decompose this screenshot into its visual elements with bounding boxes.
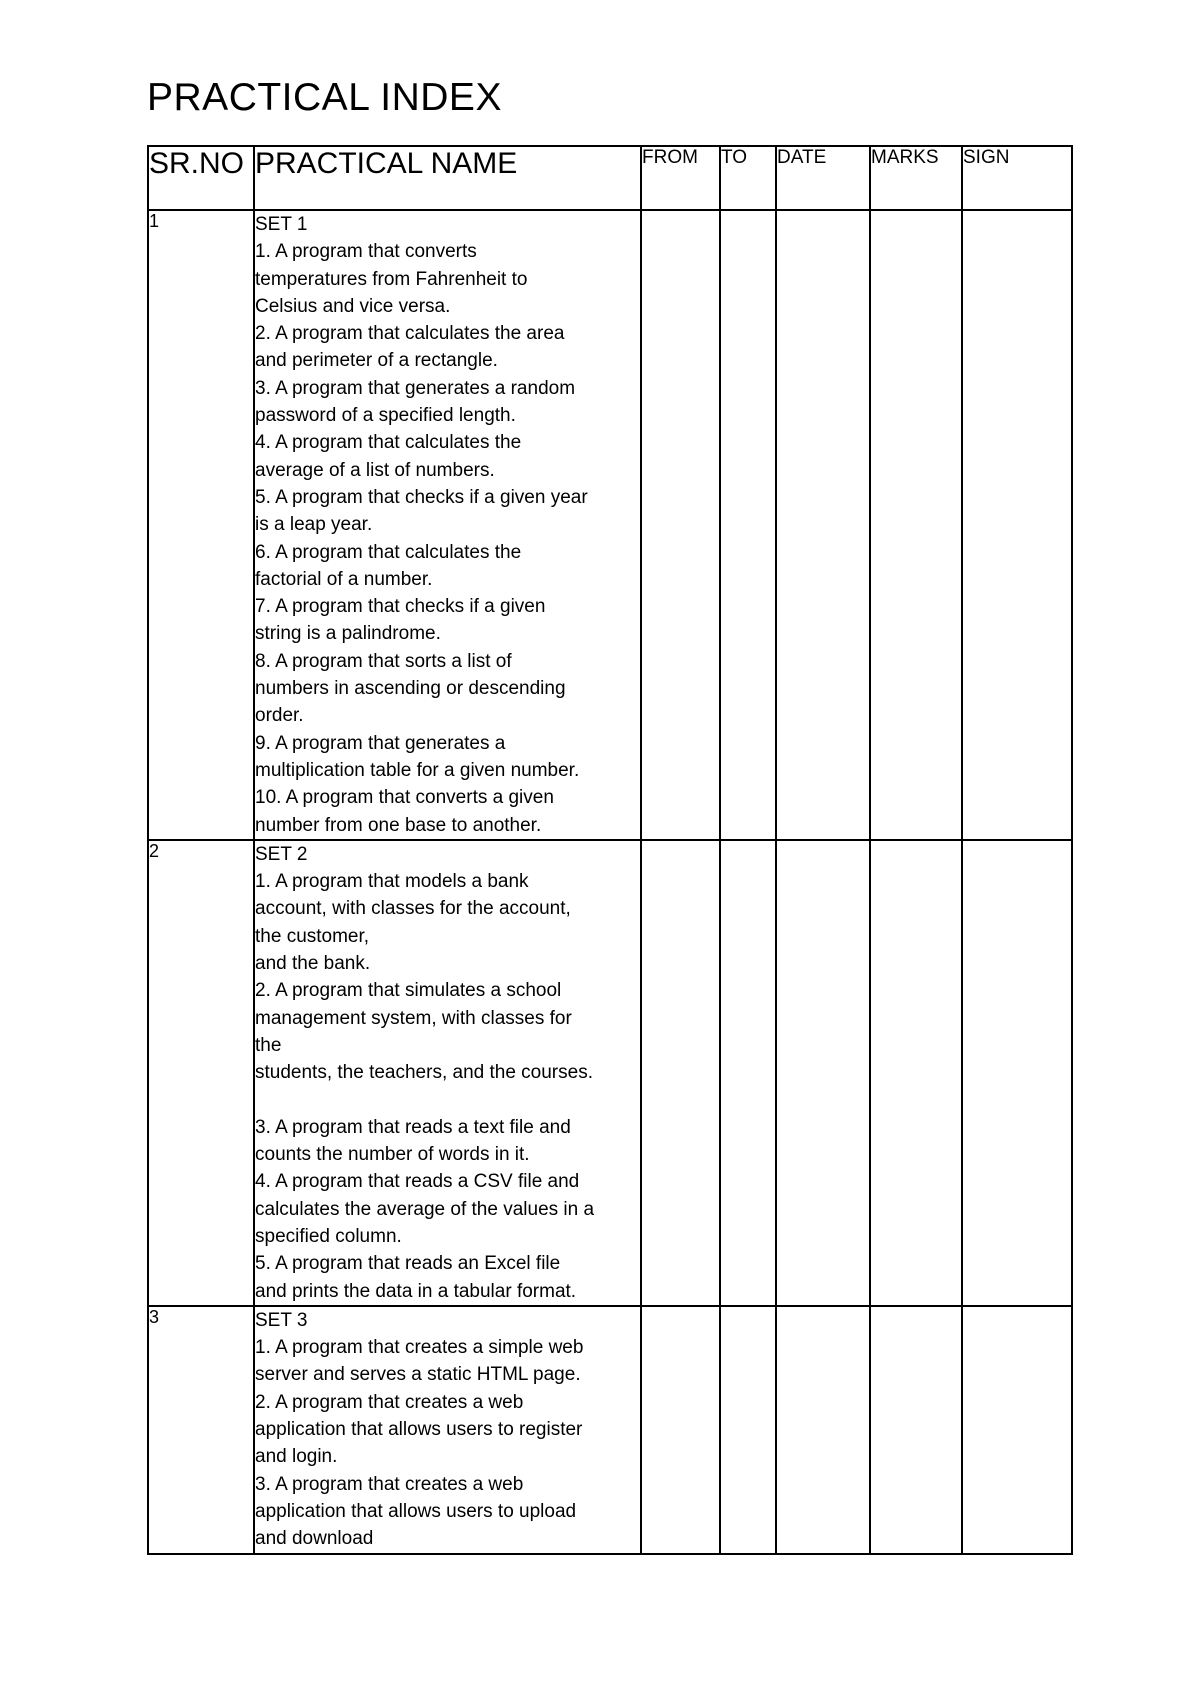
row-date-cell bbox=[776, 840, 870, 1306]
row-sign-cell bbox=[962, 1306, 1072, 1554]
row-marks-cell bbox=[870, 210, 962, 840]
page-title: PRACTICAL INDEX bbox=[147, 76, 502, 119]
row-from-cell bbox=[641, 840, 720, 1306]
practical-index-table bbox=[147, 145, 1073, 1555]
row-date-cell bbox=[776, 210, 870, 840]
row-sign-cell bbox=[962, 840, 1072, 1306]
header-sr-no: SR.NO bbox=[148, 146, 254, 210]
header-sign: SIGN bbox=[962, 146, 1072, 210]
row-date-cell bbox=[776, 1306, 870, 1554]
row-from-cell bbox=[641, 210, 720, 840]
header-to: TO bbox=[720, 146, 776, 210]
header-row bbox=[148, 146, 1072, 210]
row-to-cell bbox=[720, 840, 776, 1306]
row-practical-name: SET 2 1. A program that models a bank account, with classes for the account, the customer, and the bank. 2. A program that simulates a school management system, with classes for the students, the teachers, and the courses. 3. A program that reads a text file and counts the number of words in it. 4. A program that reads a CSV file and calculates the average of the values in a specified column. 5. A program that reads an Excel file and prints the data in a tabular format. bbox=[254, 840, 641, 1306]
row-from-cell bbox=[641, 1306, 720, 1554]
row-to-cell bbox=[720, 210, 776, 840]
row-practical-name: SET 1 1. A program that converts temperatures from Fahrenheit to Celsius and vice versa. 2. A program that calculates the area and perimeter of a rectangle. 3. A program that generates a random password of a specified length. 4. A program that calculates the average of a list of numbers. 5. A program that checks if a given year is a leap year. 6. A program that calculates the factorial of a number. 7. A program that checks if a given string is a palindrome. 8. A program that sorts a list of numbers in ascending or descending order. 9. A program that generates a multiplication table for a given number. 10. A program that converts a given number from one base to another. bbox=[254, 210, 641, 840]
row-to-cell bbox=[720, 1306, 776, 1554]
header-practical-name: PRACTICAL NAME bbox=[254, 146, 641, 210]
row-sr-no: 1 bbox=[148, 210, 254, 840]
row-marks-cell bbox=[870, 840, 962, 1306]
table-row bbox=[148, 1306, 1072, 1554]
header-date: DATE bbox=[776, 146, 870, 210]
header-marks: MARKS bbox=[870, 146, 962, 210]
row-marks-cell bbox=[870, 1306, 962, 1554]
header-from: FROM bbox=[641, 146, 720, 210]
row-sr-no: 3 bbox=[148, 1306, 254, 1554]
row-sr-no: 2 bbox=[148, 840, 254, 1306]
table-row bbox=[148, 210, 1072, 840]
table-row bbox=[148, 840, 1072, 1306]
row-sign-cell bbox=[962, 210, 1072, 840]
row-practical-name: SET 3 1. A program that creates a simple web server and serves a static HTML page. 2. A program that creates a web application that allows users to register and login. 3. A program that creates a web application that allows users to upload and download bbox=[254, 1306, 641, 1554]
